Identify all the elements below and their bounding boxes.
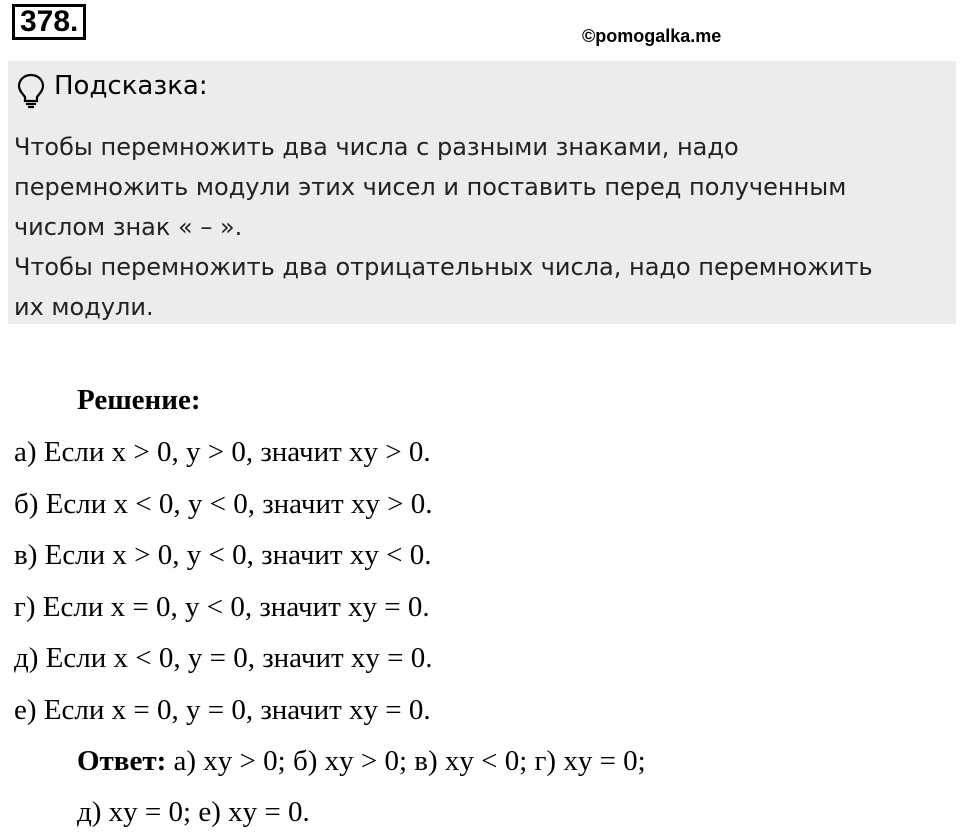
case-line-v: в) Если x > 0, y < 0, значит xy < 0. xyxy=(14,539,432,571)
answer-values-1: а) xy > 0; б) xy > 0; в) xy < 0; г) xy = 0; xyxy=(166,745,646,777)
hint-line: Чтобы перемножить два отрицательных числа, надо перемножить xyxy=(14,253,873,281)
answer-line-1 xyxy=(77,745,646,778)
case-line-e: е) Если x = 0, y = 0, значит xy = 0. xyxy=(14,694,431,726)
answer-label: Ответ: xyxy=(77,745,167,777)
hint-text xyxy=(14,127,944,327)
hint-line: Чтобы перемножить два числа с разными знаками, надо xyxy=(14,133,739,161)
hint-line: перемножить модули этих чисел и поставить перед полученным xyxy=(14,173,847,201)
hint-title: Подсказка: xyxy=(54,71,208,101)
answer-line-2: д) xy = 0; е) xy = 0. xyxy=(77,796,310,828)
watermark: ©pomogalka.me xyxy=(582,26,722,46)
hint-line: числом знак « – ». xyxy=(14,213,243,241)
case-line-g: г) Если x = 0, y < 0, значит xy = 0. xyxy=(14,591,430,623)
case-line-a: а) Если x > 0, y > 0, значит xy > 0. xyxy=(14,436,431,468)
problem-number: 378. xyxy=(12,4,86,40)
hint-line: их модули. xyxy=(14,293,154,321)
case-line-b: б) Если x < 0, y < 0, значит xy > 0. xyxy=(14,488,433,520)
solution-title: Решение: xyxy=(77,384,201,416)
lightbulb-icon xyxy=(16,73,46,109)
case-line-d: д) Если x < 0, y = 0, значит xy = 0. xyxy=(14,642,433,674)
hint-box xyxy=(8,61,956,324)
